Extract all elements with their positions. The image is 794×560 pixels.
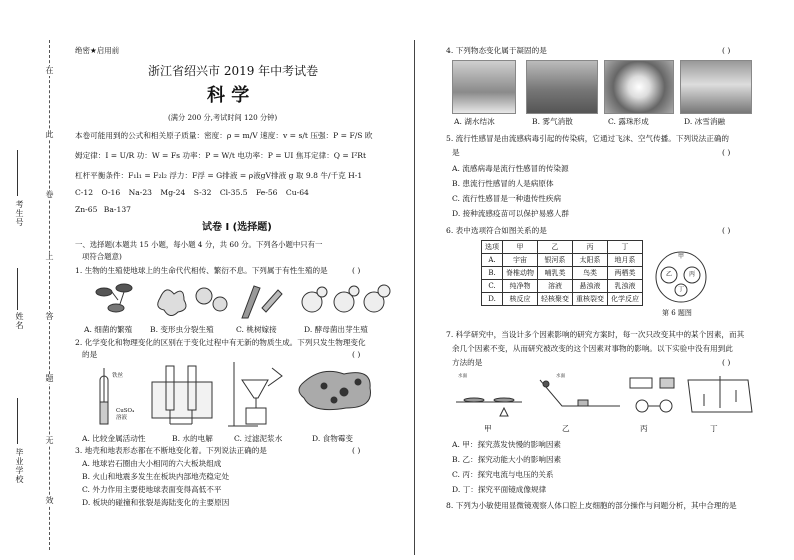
q2-figures <box>82 362 402 430</box>
melting-snow-photo <box>680 60 752 114</box>
q2-stem: 2. 化学变化和物理变化的区别在于变化过程中有无新的物质生成。下列只发生物理变化 <box>75 338 366 347</box>
answer-paren: ( ) <box>722 358 731 367</box>
q5-stem: 是 <box>452 148 460 157</box>
table-header: 甲 <box>503 241 538 254</box>
wire-label: 铁丝 <box>112 373 124 379</box>
dewdrop-photo <box>604 60 674 114</box>
table-header: 丙 <box>573 241 608 254</box>
venn-label-bing: 丙 <box>689 271 696 278</box>
table-cell: A. <box>482 254 503 267</box>
table-cell: B. <box>482 267 503 280</box>
q7-stem: 余几个因素不变，从而研究被改变的这个因素对事物的影响。以下实验中没有用到此 <box>452 344 733 353</box>
table-row <box>482 267 643 280</box>
venn-label-yi: 乙 <box>666 271 673 278</box>
circuit-figure <box>630 378 674 412</box>
q4-option-b: B. 雾气消散 <box>532 117 573 126</box>
frozen-lake-photo <box>452 60 516 114</box>
section-intro: 项符合题意) <box>82 252 122 261</box>
q2-stem: 的是 <box>82 350 98 359</box>
mist-photo <box>526 60 598 114</box>
amoeba-division-figure <box>158 288 227 316</box>
q3-option-a: A. 地球岩石圈由大小相同的六大板块组成 <box>82 459 222 468</box>
candidate-number-label: 考生号 <box>15 200 24 227</box>
table-header: 选项 <box>482 241 503 254</box>
table-cell: 地月系 <box>608 254 643 267</box>
section-title: 试卷 I (选择题) <box>202 222 272 233</box>
formula-line: 杠杆平衡条件：F₁l₁ = F₂l₂ 浮力：F浮 = G排液 = ρ液gV排液 g 取 9.8 牛/千克 H-1 <box>75 171 363 180</box>
q7-figure-label-yi: 乙 <box>562 424 570 433</box>
venn-label-ding: 丁 <box>678 286 685 293</box>
formula-line: C-12 O-16 Na-23 Mg-24 S-32 Cl-35.5 Fe-56 Cu-64 <box>75 188 309 197</box>
evaporation-figure <box>456 398 522 416</box>
moldy-bread-figure <box>299 371 371 409</box>
filtration-figure <box>228 362 282 426</box>
q1-stem: 1. 生物的生殖使地球上的生命代代相传、繁衍不息。下列属于有性生殖的是 <box>75 266 328 275</box>
venn-label-jia: 甲 <box>678 253 685 260</box>
q5-option-d: D. 接种流感疫苗可以保护易感人群 <box>452 209 569 218</box>
table-cell: 脊椎动物 <box>503 267 538 280</box>
q8-stem: 8. 下列为小敏使用显微镜观察人体口腔上皮细胞的部分操作与问题分析，其中合理的是 <box>446 501 737 510</box>
formula-line: Zn-65 Ba-137 <box>75 205 131 214</box>
binding-char: 此 <box>45 130 54 139</box>
score-note: (满分 200 分,考试时间 120 分钟) <box>168 113 278 122</box>
answer-paren: ( ) <box>722 226 731 235</box>
cuso4-label: CuSO₄ <box>116 408 135 414</box>
answer-paren: ( ) <box>722 46 731 55</box>
q3-option-c: C. 外力作用主要使地球表面变得高低不平 <box>82 485 222 494</box>
q6-stem: 6. 表中选项符合如图关系的是 <box>446 226 547 235</box>
figure-small-label: 水面 <box>458 374 467 379</box>
q2-option-a: A. 比较金属活动性 <box>82 434 146 443</box>
q7-figure-label-ding: 丁 <box>710 424 718 433</box>
table-cell: 两栖类 <box>608 267 643 280</box>
bacteria-reproduction-figure <box>96 284 132 312</box>
q4-stem: 4. 下列物态变化属于凝固的是 <box>446 46 547 55</box>
q7-stem: 7. 科学研究中，当设计多个因素影响的研究方案时，每一次只改变其中的某个因素，而其 <box>446 330 745 339</box>
q6-table <box>481 240 643 306</box>
table-cell: 鸟类 <box>573 267 608 280</box>
table-cell: 核反应 <box>503 293 538 306</box>
formula-line: 本卷可能用到的公式和相关原子质量：密度：ρ = m/V 速度：v = s/t 压强：P = F/S 欧 <box>75 131 373 140</box>
subject-title: 科 学 <box>207 85 250 106</box>
binding-line <box>49 40 50 550</box>
q1-option-b: B. 变形虫分裂生殖 <box>150 325 214 334</box>
answer-paren: ( ) <box>352 266 361 275</box>
q7-option-b: B. 乙：探究动能大小的影响因素 <box>452 455 562 464</box>
figure-small-label: 水面 <box>556 374 565 379</box>
q4-option-c: C. 露珠形成 <box>608 117 649 126</box>
name-label: 姓名 <box>15 312 24 330</box>
table-cell: 轻核聚变 <box>538 293 573 306</box>
table-header-row <box>482 241 643 254</box>
table-cell: 宇宙 <box>503 254 538 267</box>
table-cell: 纯净物 <box>503 280 538 293</box>
yeast-budding-figure <box>302 285 390 312</box>
field-line <box>17 398 18 444</box>
answer-paren: ( ) <box>722 148 731 157</box>
binding-char: 卷 <box>45 190 54 199</box>
table-cell: D. <box>482 293 503 306</box>
binding-char: 上 <box>45 252 54 261</box>
table-cell: 哺乳类 <box>538 267 573 280</box>
table-header: 乙 <box>538 241 573 254</box>
table-cell: C. <box>482 280 503 293</box>
table-cell: 溶液 <box>538 280 573 293</box>
table-row <box>482 254 643 267</box>
binding-char: 在 <box>45 66 54 75</box>
q2-option-c: C. 过滤泥浆水 <box>234 434 283 443</box>
school-label: 毕业学校 <box>15 448 24 484</box>
q7-option-a: A. 甲：探究蒸发快慢的影响因素 <box>452 440 562 449</box>
exam-title: 浙江省绍兴市 2019 年中考试卷 <box>148 64 319 78</box>
binding-char: 无 <box>45 436 54 445</box>
plane-mirror-figure <box>688 376 752 412</box>
table-cell: 化学反应 <box>608 293 643 306</box>
q1-option-d: D. 酵母菌出芽生殖 <box>304 325 368 334</box>
q7-stem: 方法的是 <box>452 358 483 367</box>
column-divider <box>414 40 415 555</box>
q6-figure-caption: 第 6 题图 <box>662 309 692 317</box>
q4-option-a: A. 湖水结冰 <box>454 117 495 126</box>
binding-char: 效 <box>45 496 54 505</box>
table-cell: 重核裂变 <box>573 293 608 306</box>
q7-option-c: C. 丙：探究电流与电压的关系 <box>452 470 554 479</box>
grafting-figure <box>242 286 282 318</box>
solution-label: 溶液 <box>116 415 128 421</box>
answer-paren: ( ) <box>352 446 361 455</box>
table-row <box>482 280 643 293</box>
section-intro: 一、选择题(本题共 15 小题，每小题 4 分，共 60 分。下列各小题中只有一 <box>75 240 323 249</box>
electrolysis-figure <box>152 366 212 424</box>
q1-figures <box>82 278 402 322</box>
binding-char: 题 <box>45 374 54 383</box>
table-cell: 悬浊液 <box>573 280 608 293</box>
q7-figure-label-jia: 甲 <box>484 424 492 433</box>
q2-option-d: D. 食物霉变 <box>312 434 354 443</box>
q7-option-d: D. 丁：探究平面镜成像规律 <box>452 485 547 494</box>
formula-line: 姆定律：I = U/R 功：W = Fs 功率：P = W/t 电功率：P = UI 焦耳定律：Q = I²Rt <box>75 151 367 160</box>
kinetic-energy-figure <box>540 380 620 406</box>
test-tube-figure <box>100 368 108 424</box>
secret-label: 绝密★启用前 <box>75 46 120 55</box>
q3-stem: 3. 地壳和地表形态都在不断地变化着。下列说法正确的是 <box>75 446 267 455</box>
table-header: 丁 <box>608 241 643 254</box>
q5-stem: 5. 流行性感冒是由流感病毒引起的传染病，它通过飞沫、空气传播。下列说法正确的 <box>446 134 730 143</box>
q7-figures <box>452 372 762 420</box>
table-cell: 太阳系 <box>573 254 608 267</box>
table-cell: 乳浊液 <box>608 280 643 293</box>
q7-figure-label-bing: 丙 <box>640 424 648 433</box>
q5-option-c: C. 流行性感冒是一种遗传性疾病 <box>452 194 562 203</box>
q5-option-b: B. 患流行性感冒的人是病原体 <box>452 179 554 188</box>
table-cell: 银河系 <box>538 254 573 267</box>
q3-option-d: D. 板块的碰撞和张裂是海陆变化的主要原因 <box>82 498 230 507</box>
binding-char: 答 <box>45 312 54 321</box>
q2-option-b: B. 水的电解 <box>172 434 213 443</box>
field-line <box>17 150 18 196</box>
q1-option-c: C. 桃树嫁接 <box>236 325 277 334</box>
table-row <box>482 293 643 306</box>
q3-option-b: B. 火山和地震多发生在板块内部地壳稳定处 <box>82 472 230 481</box>
answer-paren: ( ) <box>352 350 361 359</box>
q1-option-a: A. 细菌的繁殖 <box>84 325 133 334</box>
q5-option-a: A. 流感病毒是流行性感冒的传染源 <box>452 164 569 173</box>
q4-option-d: D. 冰雪消融 <box>684 117 726 126</box>
field-line <box>17 268 18 310</box>
